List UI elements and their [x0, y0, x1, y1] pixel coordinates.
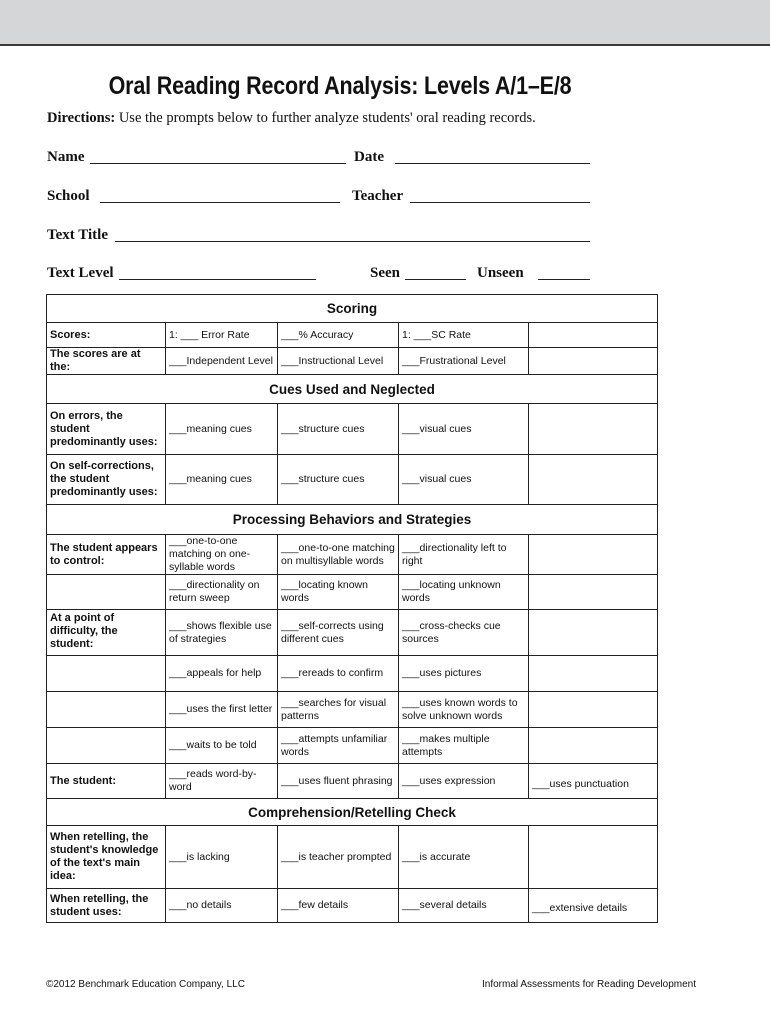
row-label-empty [47, 692, 166, 728]
seen-label: Seen [370, 265, 400, 281]
text-title-label: Text Title [47, 227, 108, 243]
table-row [47, 323, 658, 348]
table-cell[interactable]: ___one-to-one matching on one-syllable words [166, 535, 278, 575]
row-label-empty [47, 575, 166, 610]
table-row [47, 610, 658, 656]
table-row [47, 455, 658, 505]
text-title-field[interactable] [115, 241, 590, 242]
row-label: At a point of difficulty, the student: [47, 610, 166, 656]
table-cell[interactable]: ___Independent Level [166, 348, 278, 375]
name-field[interactable] [90, 163, 346, 164]
row-label: The scores are at the: [47, 348, 166, 375]
table-cell[interactable]: ___is accurate [399, 826, 529, 889]
table-row [47, 575, 658, 610]
table-cell[interactable] [529, 826, 658, 889]
table-cell[interactable]: ___visual cues [399, 404, 529, 455]
table-cell[interactable] [529, 575, 658, 610]
table-cell[interactable]: ___uses fluent phrasing [278, 764, 399, 799]
table-cell[interactable] [529, 404, 658, 455]
seen-field[interactable] [405, 279, 466, 280]
table-cell[interactable]: ___one-to-one matching on multisyllable words [278, 535, 399, 575]
row-label-empty [47, 656, 166, 692]
row-label: When retelling, the student's knowledge of the text's main idea: [47, 826, 166, 889]
section-header-row [47, 799, 658, 826]
row-label: Scores: [47, 323, 166, 348]
table-cell[interactable]: ___cross-checks cue sources [399, 610, 529, 656]
page-title: Oral Reading Record Analysis: Levels A/1–E/8 [108, 72, 572, 100]
section-processing: Processing Behaviors and Strategies [47, 505, 658, 535]
name-label: Name [47, 149, 85, 165]
teacher-field[interactable] [410, 202, 590, 203]
table-cell[interactable]: ___is lacking [166, 826, 278, 889]
table-cell[interactable]: ___directionality left to right [399, 535, 529, 575]
table-cell[interactable]: ___shows flexible use of strategies [166, 610, 278, 656]
table-row [47, 535, 658, 575]
table-row [47, 348, 658, 375]
table-cell[interactable] [529, 455, 658, 505]
table-row [47, 764, 658, 799]
table-cell[interactable]: ___structure cues [278, 455, 399, 505]
section-header-row [47, 295, 658, 323]
section-header-row [47, 505, 658, 535]
row-label: When retelling, the student uses: [47, 889, 166, 923]
table-cell[interactable]: ___uses known words to solve unknown words [399, 692, 529, 728]
table-row [47, 826, 658, 889]
table-cell[interactable] [529, 728, 658, 764]
analysis-table [46, 294, 658, 923]
top-bar [0, 0, 770, 46]
table-cell[interactable]: ___self-corrects using different cues [278, 610, 399, 656]
row-label: The student appears to control: [47, 535, 166, 575]
directions [47, 110, 536, 127]
directions-text: Use the prompts below to further analyze students' oral reading records. [118, 110, 536, 126]
section-header-row [47, 375, 658, 404]
table-cell[interactable]: ___structure cues [278, 404, 399, 455]
section-cues: Cues Used and Neglected [47, 375, 658, 404]
table-cell[interactable]: ___reads word-by-word [166, 764, 278, 799]
section-comprehension: Comprehension/Retelling Check [47, 799, 658, 826]
row-label: On errors, the student predominantly uses: [47, 404, 166, 455]
table-cell[interactable]: ___few details [278, 889, 399, 923]
table-cell[interactable]: ___meaning cues [166, 455, 278, 505]
table-cell[interactable]: ___makes multiple attempts [399, 728, 529, 764]
table-cell[interactable]: ___no details [166, 889, 278, 923]
table-row [47, 889, 658, 923]
table-cell[interactable] [529, 692, 658, 728]
table-cell[interactable]: ___locating known words [278, 575, 399, 610]
school-label: School [47, 188, 90, 204]
table-cell[interactable]: ___uses expression [399, 764, 529, 799]
teacher-label: Teacher [352, 188, 404, 204]
table-row [47, 404, 658, 455]
school-field[interactable] [100, 202, 340, 203]
table-cell[interactable]: ___meaning cues [166, 404, 278, 455]
table-cell[interactable]: ___uses the first letter [166, 692, 278, 728]
table-row [47, 656, 658, 692]
table-cell[interactable]: ___rereads to confirm [278, 656, 399, 692]
table-cell[interactable]: ___uses punctuation [529, 764, 658, 799]
table-cell[interactable] [529, 656, 658, 692]
unseen-field[interactable] [538, 279, 590, 280]
table-cell[interactable]: 1: ___SC Rate [399, 323, 529, 348]
table-cell[interactable]: ___uses pictures [399, 656, 529, 692]
table-cell[interactable]: ___locating unknown words [399, 575, 529, 610]
table-cell[interactable]: ___% Accuracy [278, 323, 399, 348]
table-cell[interactable]: ___searches for visual patterns [278, 692, 399, 728]
table-cell[interactable]: ___Instructional Level [278, 348, 399, 375]
table-cell[interactable] [529, 535, 658, 575]
table-cell[interactable]: ___appeals for help [166, 656, 278, 692]
table-cell[interactable]: ___waits to be told [166, 728, 278, 764]
date-label: Date [354, 149, 384, 165]
date-field[interactable] [395, 163, 590, 164]
row-label-empty [47, 728, 166, 764]
table-cell[interactable]: ___visual cues [399, 455, 529, 505]
unseen-label: Unseen [477, 265, 524, 281]
text-level-field[interactable] [119, 279, 316, 280]
directions-label: Directions: [47, 110, 116, 126]
table-cell[interactable]: ___is teacher prompted [278, 826, 399, 889]
table-cell[interactable]: 1: ___ Error Rate [166, 323, 278, 348]
text-level-label: Text Level [47, 265, 114, 281]
footer-copyright: ©2012 Benchmark Education Company, LLC [46, 979, 245, 990]
table-cell[interactable] [529, 348, 658, 375]
table-cell[interactable]: ___several details [399, 889, 529, 923]
table-cell[interactable] [529, 610, 658, 656]
table-cell[interactable] [529, 323, 658, 348]
table-cell[interactable]: ___directionality on return sweep [166, 575, 278, 610]
table-row [47, 692, 658, 728]
row-label: On self-corrections, the student predominantly uses: [47, 455, 166, 505]
footer-title: Informal Assessments for Reading Development [482, 979, 696, 990]
section-scoring: Scoring [47, 295, 658, 323]
table-cell[interactable]: ___attempts unfamiliar words [278, 728, 399, 764]
table-row [47, 728, 658, 764]
row-label: The student: [47, 764, 166, 799]
table-cell[interactable]: ___extensive details [529, 889, 658, 923]
table-cell[interactable]: ___Frustrational Level [399, 348, 529, 375]
